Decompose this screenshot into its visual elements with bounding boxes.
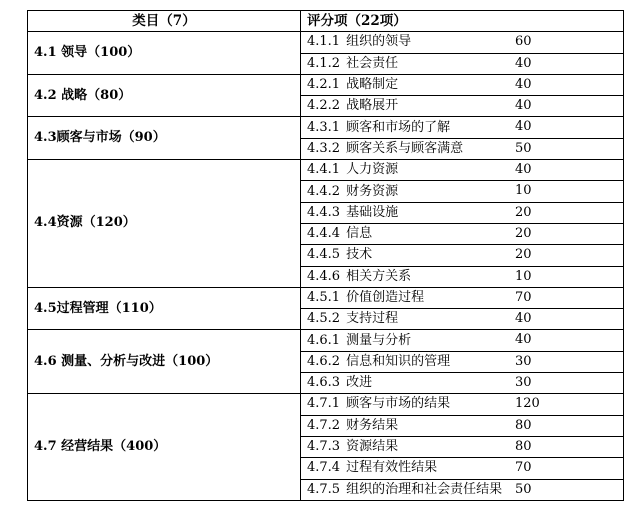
category-cell: 4.6 测量、分析与改进（100）	[28, 330, 301, 394]
item-cell	[301, 32, 624, 53]
item-score: 40	[515, 332, 532, 348]
item-score: 120	[515, 396, 540, 412]
item-name: 社会责任	[346, 55, 399, 71]
item-cell	[301, 415, 624, 436]
item-score: 20	[515, 204, 532, 220]
table-row	[28, 330, 624, 351]
item-cell	[301, 117, 624, 138]
table-row	[28, 394, 624, 415]
item-score: 40	[515, 311, 532, 327]
item-name: 技术	[346, 247, 373, 263]
item-cell	[301, 458, 624, 479]
item-name: 信息和知识的管理	[346, 353, 451, 369]
item-score: 70	[515, 460, 532, 476]
item-code: 4.4.1	[307, 162, 341, 178]
item-name: 过程有效性结果	[346, 460, 438, 476]
scoring-table	[27, 10, 624, 501]
item-code: 4.4.3	[307, 204, 341, 220]
item-score: 20	[515, 247, 532, 263]
item-name: 价值创造过程	[346, 290, 425, 305]
item-code: 4.7.2	[307, 417, 341, 433]
header-items: 评分项（22项）	[301, 11, 624, 32]
item-code: 4.2.2	[307, 98, 341, 114]
item-code: 4.6.1	[307, 332, 341, 348]
table-row	[28, 74, 624, 95]
item-name: 顾客关系与顾客满意	[346, 140, 464, 156]
item-cell	[301, 245, 624, 266]
item-name: 支持过程	[346, 311, 399, 327]
item-cell	[301, 202, 624, 223]
item-name: 人力资源	[346, 162, 399, 178]
item-name: 改进	[346, 375, 373, 391]
item-score: 80	[515, 417, 532, 433]
item-score: 80	[515, 438, 532, 454]
item-code: 4.4.6	[307, 268, 341, 284]
category-cell: 4.1 领导（100）	[28, 32, 301, 75]
item-score: 60	[515, 34, 532, 50]
item-cell	[301, 436, 624, 457]
item-cell	[301, 394, 624, 415]
item-name: 基础设施	[346, 204, 399, 220]
item-code: 4.1.2	[307, 55, 341, 71]
item-cell	[301, 96, 624, 117]
item-cell	[301, 160, 624, 181]
item-cell	[301, 351, 624, 372]
category-cell: 4.5过程管理（110）	[28, 287, 301, 330]
item-score: 40	[515, 76, 532, 92]
item-name: 顾客和市场的了解	[346, 119, 451, 135]
table-row	[28, 287, 624, 308]
item-code: 4.4.4	[307, 226, 341, 242]
item-cell	[301, 309, 624, 330]
item-name: 相关方关系	[346, 268, 412, 284]
header-category: 类目（7）	[28, 11, 301, 32]
table-row	[28, 160, 624, 181]
item-score: 20	[515, 225, 532, 241]
item-score: 10	[515, 268, 532, 284]
item-cell	[301, 74, 624, 95]
item-score: 40	[515, 55, 532, 71]
item-cell	[301, 266, 624, 287]
item-score: 30	[515, 353, 532, 369]
item-cell	[301, 373, 624, 394]
item-name: 财务资源	[346, 183, 399, 199]
item-score: 40	[515, 119, 532, 135]
item-score: 40	[515, 162, 532, 178]
item-name: 资源结果	[346, 439, 399, 455]
header-row	[28, 11, 624, 32]
item-score: 50	[515, 140, 532, 156]
item-name: 财务结果	[346, 417, 399, 433]
item-code: 4.4.2	[307, 183, 341, 199]
item-code: 4.7.5	[307, 481, 341, 497]
item-name: 战略制定	[346, 77, 399, 93]
category-cell: 4.4资源（120）	[28, 160, 301, 288]
item-score: 70	[515, 289, 532, 305]
item-score: 50	[515, 481, 532, 497]
item-cell	[301, 138, 624, 159]
item-code: 4.4.5	[307, 247, 341, 263]
item-cell	[301, 181, 624, 202]
item-code: 4.6.2	[307, 353, 341, 369]
item-cell	[301, 287, 624, 308]
item-name: 组织的领导	[346, 34, 412, 50]
item-name: 测量与分析	[346, 332, 412, 348]
item-code: 4.7.3	[307, 439, 341, 455]
item-cell	[301, 53, 624, 74]
item-code: 4.7.1	[307, 396, 341, 412]
category-cell: 4.2 战略（80）	[28, 74, 301, 117]
table-row	[28, 32, 624, 53]
item-score: 10	[515, 183, 532, 199]
item-cell	[301, 479, 624, 500]
item-code: 4.5.2	[307, 311, 341, 327]
category-cell: 4.3顾客与市场（90）	[28, 117, 301, 160]
item-code: 4.3.1	[307, 119, 341, 135]
item-score: 30	[515, 375, 532, 391]
item-cell	[301, 223, 624, 244]
item-cell	[301, 330, 624, 351]
item-code: 4.1.1	[307, 34, 341, 50]
item-code: 4.7.4	[307, 460, 341, 476]
item-name: 顾客与市场的结果	[346, 396, 451, 412]
item-code: 4.3.2	[307, 140, 341, 156]
item-name: 信息	[346, 226, 373, 242]
category-cell: 4.7 经营结果（400）	[28, 394, 301, 500]
item-code: 4.5.1	[307, 290, 341, 305]
item-name: 组织的治理和社会责任结果	[346, 481, 503, 497]
item-code: 4.6.3	[307, 375, 341, 391]
item-code: 4.2.1	[307, 77, 341, 93]
item-name: 战略展开	[346, 98, 399, 114]
table-row	[28, 117, 624, 138]
item-score: 40	[515, 98, 532, 114]
